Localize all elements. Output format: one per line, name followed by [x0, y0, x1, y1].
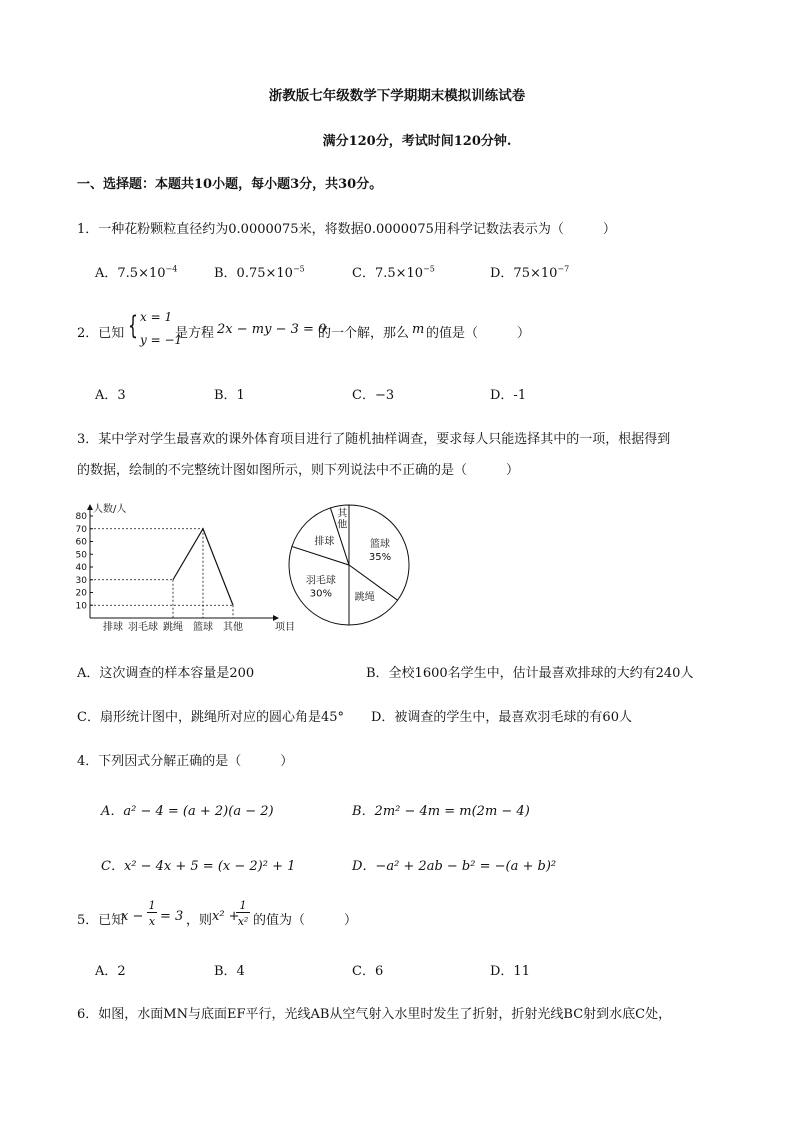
pie-label: 跳绳 — [354, 592, 375, 604]
q5-option-b: B．4 — [214, 964, 245, 979]
y-tick-label: 20 — [75, 588, 87, 599]
pie-percent: 35% — [368, 552, 392, 564]
q4-option-d: D．−a² + 2ab − b² = −(a + b)² — [352, 859, 557, 874]
pie-label: 排球 — [314, 536, 335, 548]
y-axis-label: 人数/人 — [93, 504, 127, 515]
pie-percent: 30% — [309, 588, 332, 600]
y-tick-label: 80 — [75, 512, 87, 522]
q5-suffix: 的值为（ ） — [253, 913, 358, 928]
x-tick-label: 羽毛球 — [128, 622, 158, 633]
q2-eq2: y = −1 — [140, 333, 183, 347]
q2-option-a: A．3 — [95, 388, 126, 403]
y-tick-label: 30 — [75, 575, 87, 586]
q5-option-c: C．6 — [352, 964, 384, 979]
q2-option-b: B．1 — [214, 388, 245, 403]
q5-mid: ，则 — [186, 913, 213, 928]
x-tick-label: 其他 — [223, 622, 243, 633]
y-tick-label: 70 — [75, 524, 87, 535]
q3-option-c: C．扇形统计图中，跳绳所对应的圆心角是45° — [77, 710, 344, 725]
q5-expr1-b: = 3 — [160, 909, 184, 924]
q2-var: m — [412, 322, 425, 337]
q5-frac2-num: 1 — [236, 900, 250, 913]
y-tick-label: 10 — [75, 601, 87, 612]
question-5-prefix: 5．已知 — [77, 913, 125, 928]
question-3-line1: 3．某中学对学生最喜欢的课外体育项目进行了随机抽样调查，要求每人只能选择其中的一项，根据得到 — [77, 432, 671, 447]
q5-expr2-a: x² + — [212, 909, 240, 924]
page-title: 浙教版七年级数学下学期期末模拟训练试卷 — [268, 88, 526, 104]
q2-end: 的值是（ ） — [426, 326, 531, 341]
q1-option-b: B．$0.75\times 10^{-5}$ — [214, 264, 305, 281]
q4-option-b: B．2m² − 4m = m(2m − 4) — [352, 804, 530, 819]
x-axis-label: 项目 — [275, 622, 295, 633]
y-tick-label: 60 — [75, 537, 87, 548]
section-heading: 一、选择题：本题共10小题，每小题3分，共30分。 — [77, 177, 383, 192]
x-tick-label: 排球 — [103, 622, 123, 633]
exam-info: 满分120分，考试时间120分钟. — [322, 134, 512, 149]
pie-chart — [285, 500, 420, 635]
q5-expr1-a: x − — [121, 909, 144, 924]
question-4: 4．下列因式分解正确的是（ ） — [77, 754, 294, 769]
x-tick-label: 跳绳 — [163, 622, 183, 633]
q5-frac1-den: x — [148, 915, 156, 928]
q5-frac2-den: x² — [237, 915, 249, 928]
q2-suffix: 的一个解，那么 — [318, 326, 410, 341]
question-2-prefix: 2．已知 — [77, 326, 125, 341]
q1-option-a: A．$7.5\times 10^{-4}$ — [95, 264, 178, 281]
y-tick-label: 50 — [75, 550, 87, 561]
q1-option-d: D．$75\times 10^{-7}$ — [490, 264, 570, 281]
pie-label: 其 — [337, 508, 348, 520]
q2-mid: 是方程 — [175, 326, 215, 341]
q5-frac1-num: 1 — [148, 899, 156, 912]
q2-option-d: D．-1 — [490, 388, 527, 403]
q3-option-d: D．被调查的学生中，最喜欢羽毛球的有60人 — [371, 710, 632, 725]
system-brace: { — [128, 311, 138, 341]
line-chart — [68, 500, 295, 635]
x-tick-label: 篮球 — [193, 622, 213, 633]
q3-option-a: A．这次调查的样本容量是200 — [77, 666, 255, 681]
q2-eq1: x = 1 — [140, 310, 173, 324]
q5-option-a: A．2 — [95, 964, 126, 979]
pie-label: 他 — [337, 519, 348, 531]
x-axis-arrow — [273, 615, 279, 621]
q3-option-b: B．全校1600名学生中，估计最喜欢排球的大约有240人 — [366, 666, 694, 681]
q4-option-a: A．a² − 4 = (a + 2)(a − 2) — [101, 804, 274, 819]
question-6: 6．如图，水面MN与底面EF平行，光线AB从空气射入水里时发生了折射，折射光线BC射到水底C处， — [77, 1007, 672, 1022]
q5-option-d: D．11 — [490, 964, 530, 979]
question-3-line2: 的数据，绘制的不完整统计图如图所示，则下列说法中不正确的是（ ） — [77, 463, 520, 478]
q4-option-c: C．x² − 4x + 5 = (x − 2)² + 1 — [101, 859, 296, 874]
q1-option-c: C．$7.5\times 10^{-5}$ — [352, 264, 435, 281]
q2-option-c: C．−3 — [352, 388, 395, 403]
y-tick-label: 40 — [75, 563, 87, 573]
pie-label: 羽毛球 — [305, 575, 336, 587]
pie-label: 篮球 — [370, 539, 391, 551]
q2-equation: 2x − my − 3 = 0 — [217, 322, 327, 337]
question-1: 1．一种花粉颗粒直径约为0.0000075米，将数据0.0000075用科学记数法表示为（ ） — [77, 222, 616, 237]
